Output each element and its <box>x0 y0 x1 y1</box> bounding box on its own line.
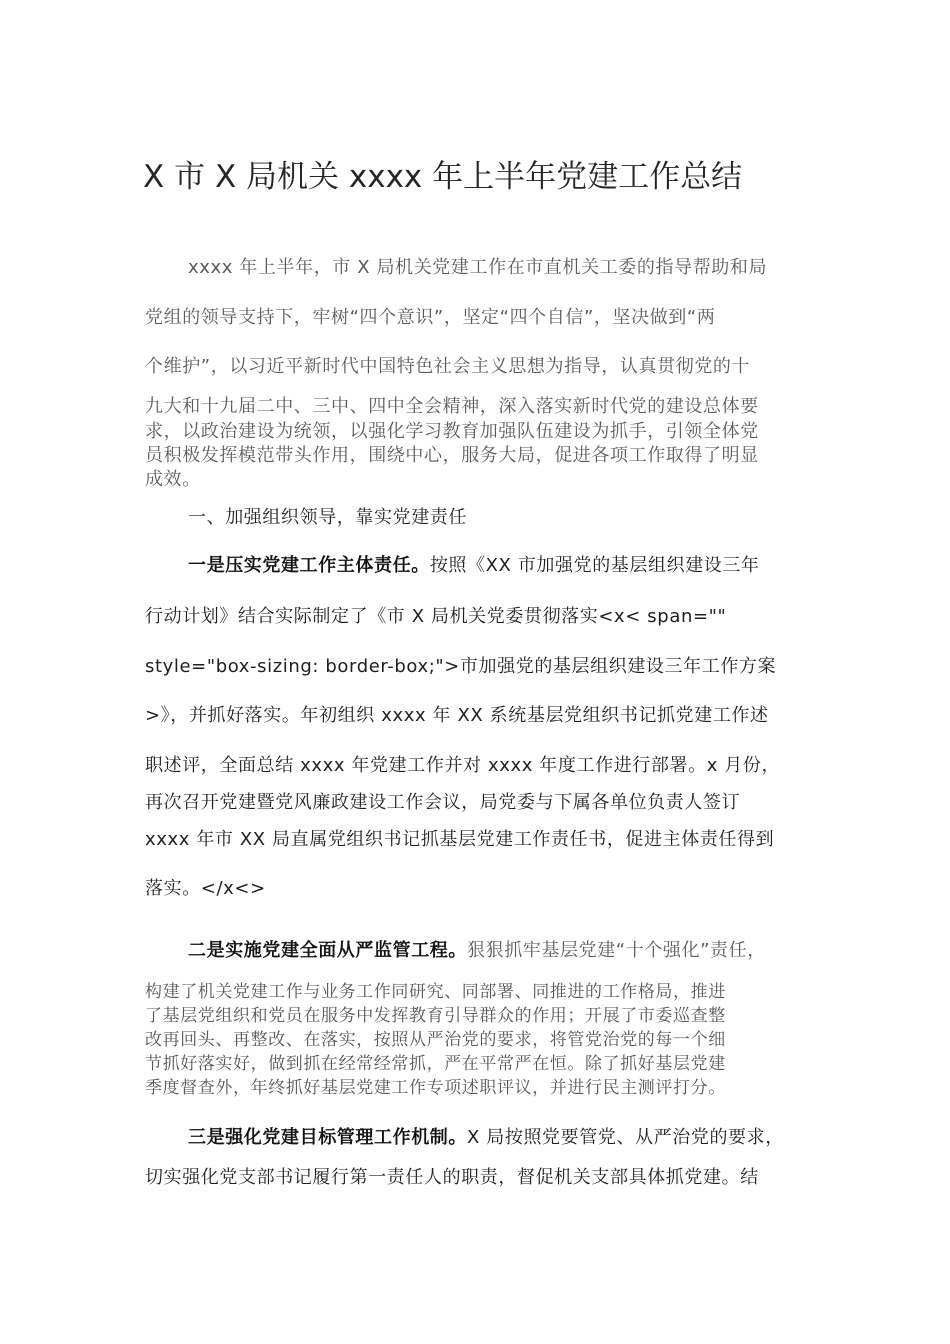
item2-line: 改再回头、再整改、在落实，按照从严治党的要求，将管党治党的每一个细 <box>145 1030 726 1050</box>
item3-line-rest: X 局按照党要管党、从严治党的要求， <box>467 1127 784 1148</box>
item2-bold-lead: 二是实施党建全面从严监管工程。 <box>188 940 467 961</box>
item2-line: 了基层党组织和党员在服务中发挥教育引导群众的作用；开展了市委巡查整 <box>145 1006 726 1026</box>
intro-line: xxxx 年上半年，市 X 局机关党建工作在市直机关工委的指导帮助和局 <box>188 257 768 278</box>
item1-line: 行动计划》结合实际制定了《市 X 局机关党委贯彻落实<x< span="" <box>145 606 727 627</box>
item1-line: 落实。</x<> <box>145 878 266 899</box>
item1-bold-lead: 一是压实党建工作主体责任。 <box>188 555 430 576</box>
item1-line-rest: 按照《XX 市加强党的基层组织建设三年 <box>429 555 760 576</box>
intro-line: 成效。 <box>145 469 201 490</box>
item2-line: 季度督查外，年终抓好基层党建工作专项述职评议，并进行民主测评打分。 <box>145 1078 726 1098</box>
item3-line: 切实强化党支部书记履行第一责任人的职责，督促机关支部具体抓党建。结 <box>145 1167 759 1188</box>
intro-line: 员积极发挥模范带头作用，围绕中心，服务大局，促进各项工作取得了明显 <box>145 445 759 466</box>
intro-line: 党组的领导支持下，牢树“四个意识”，坚定“四个自信”，坚决做到“两 <box>145 307 716 328</box>
item1-line: >》，并抓好落实。年初组织 xxxx 年 XX 系统基层党组织书记抓党建工作述 <box>145 705 769 726</box>
item2-line-rest: 狠狠抓牢基层党建“十个强化”责任， <box>467 940 766 961</box>
intro-line: 个维护”，以习近平新时代中国特色社会主义思想为指导，认真贯彻党的十 <box>145 356 751 377</box>
item2-line: 节抓好落实好，做到抓在经常经常抓，严在平常严在恒。除了抓好基层党建 <box>145 1054 726 1074</box>
item1-line: 职述评，全面总结 xxxx 年党建工作并对 xxxx 年度工作进行部署。x 月份， <box>145 755 781 776</box>
item3-first-line <box>188 1125 858 1151</box>
intro-line: 求，以政治建设为统领，以强化学习教育加强队伍建设为抓手，引领全体党 <box>145 421 759 442</box>
intro-line: 九大和十九届二中、三中、四中全会精神，深入落实新时代党的建设总体要 <box>145 396 759 417</box>
item2-first-line <box>188 938 858 964</box>
item2-line: 构建了机关党建工作与业务工作同研究、同部署、同推进的工作格局，推进 <box>145 982 726 1002</box>
item1-line: 再次召开党建暨党风廉政建设工作会议，局党委与下属各单位负责人签订 <box>145 792 741 813</box>
item1-line: style="box-sizing: border-box;">市加强党的基层组织建设三年工作方案 <box>145 656 777 677</box>
item1-first-line <box>188 553 858 579</box>
item3-bold-lead: 三是强化党建目标管理工作机制。 <box>188 1127 467 1148</box>
page-title: X 市 X 局机关 xxxx 年上半年党建工作总结 <box>143 159 743 195</box>
section-heading: 一、加强组织领导，靠实党建责任 <box>188 507 467 528</box>
item1-line: xxxx 年市 XX 局直属党组织书记抓基层党建工作责任书，促进主体责任得到 <box>145 829 775 850</box>
